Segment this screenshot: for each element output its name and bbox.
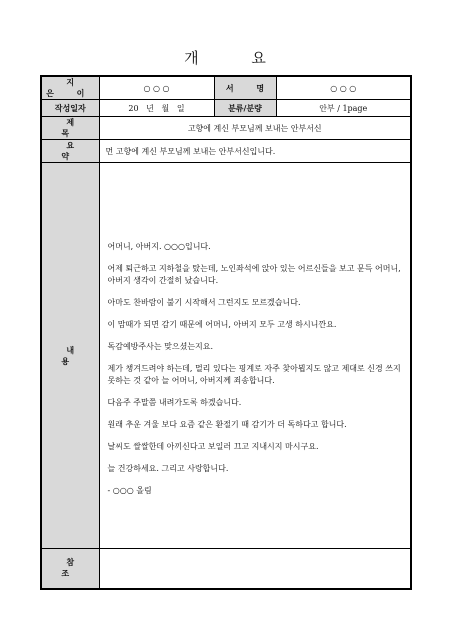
content-paragraph: 어머니, 아버지. ○○○입니다. xyxy=(107,241,211,251)
content-paragraph: 늘 건강하세요. 그리고 사랑합니다. xyxy=(107,463,229,473)
subject-label: 제 목 xyxy=(41,117,99,140)
page-title: 개 요 xyxy=(184,49,290,67)
author-value: ○ ○ ○ xyxy=(99,76,214,100)
author-label: 지 은 이 xyxy=(41,76,99,100)
category-value: 안부 / 1page xyxy=(276,100,411,117)
content-paragraph: 원래 추운 겨울 보다 요즘 같은 환절기 때 감기가 더 독하다고 합니다. xyxy=(107,419,347,429)
content-paragraph: 어제 퇴근하고 지하철을 탔는데, 노인좌석에 앉아 있는 어르신들을 보고 문득 어머니, 아버지 생각이 간절히 났습니다. xyxy=(107,263,401,285)
subject-value: 고향에 계신 부모님께 보내는 안부서신 xyxy=(99,117,411,140)
content-paragraph: - ○○○ 올림 xyxy=(107,485,152,495)
content-paragraph: 제가 챙겨드려야 하는데, 멀리 있다는 핑계로 자주 찾아뵙지도 않고 제대로 신경 쓰지 못하는 것 같아 늘 어머니, 아버지께 죄송합니다. xyxy=(107,363,401,385)
signature-label: 서 명 xyxy=(214,76,276,100)
content-paragraph: 이 맘때가 되면 감기 때문에 어머니, 아버지 모두 고생 하시니깐요. xyxy=(107,319,337,329)
content-paragraph: 날씨도 쌀쌀한데 아끼신다고 보일러 끄고 지내시지 마시구요. xyxy=(107,441,319,451)
date-value: 20 년 월 일 xyxy=(99,100,214,117)
reference-value xyxy=(99,549,411,589)
content-paragraph: 다음주 주말쯤 내려가도록 하겠습니다. xyxy=(107,397,242,407)
document-form xyxy=(40,75,412,590)
content-paragraph: 독감예방주사는 맞으셨는지요. xyxy=(107,341,214,351)
signature-value: ○ ○ ○ xyxy=(276,76,411,100)
reference-label: 참 조 xyxy=(41,549,99,589)
summary-label: 요 약 xyxy=(41,140,99,163)
summary-value: 먼 고향에 계신 부모님께 보내는 안부서신입니다. xyxy=(99,140,411,163)
category-label: 분류/분량 xyxy=(214,100,276,117)
content-body xyxy=(99,163,411,549)
date-label: 작성일자 xyxy=(41,100,99,117)
content-label: 내 용 xyxy=(41,163,99,549)
content-paragraph: 아마도 찬바람이 불기 시작해서 그런지도 모르겠습니다. xyxy=(107,297,301,307)
